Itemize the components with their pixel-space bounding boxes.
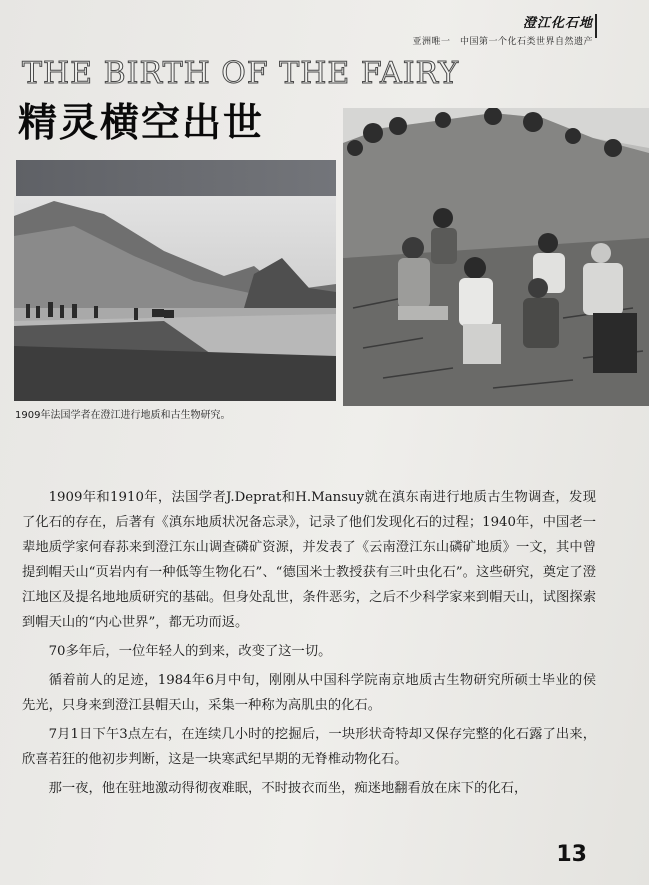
page-number: 13 [556, 842, 587, 867]
english-title: THE BIRTH OF THE FAIRY [22, 56, 460, 91]
header-divider [595, 14, 597, 38]
lake-scene-illustration [14, 196, 336, 401]
paragraph: 循着前人的足迹，1984年6月中旬，刚刚从中国科学院南京地质古生物研究所硕士毕业的侯先光，只身来到澄江县帽天山，采集一种称为高肌虫的化石。 [22, 673, 596, 713]
paragraph: 1909年和1910年，法国学者J.Deprat和H.Mansuy就在滇东南进行地质古生物调查，发现了化石的存在，后著有《滇东地质状况备忘录》，记录了他们发现化石的过程；1940年，中国老一辈地质学家何春荪来到澄江东山调查磷矿资源，并发表了《云南澄江东山磷矿地质》一文，其中曾提到帽天山“页岩内有一种低等生物化石”、“德国米士教授获有三叶虫化石”。这些研究，奠定了澄江地区及提名地地质研究的基础。但身处乱世，条件恶劣，之后不少科学家来到帽天山，试图探索到帽天山的“内心世界”，都无功而返。 [22, 490, 596, 630]
chinese-title: 精灵横空出世 [18, 101, 265, 146]
historic-lake-photo [14, 196, 336, 401]
paragraph: 那一夜，他在驻地激动得彻夜难眠，不时披衣而坐，痴迷地翻看放在床下的化石， [48, 781, 528, 796]
paragraph: 70多年后，一位年轻人的到来，改变了这一切。 [48, 644, 332, 659]
article-body [22, 485, 596, 805]
header-subtitle: 亚洲唯一 中国第一个化石类世界自然遗产 [412, 37, 593, 47]
photo-caption: 1909年法国学者在澄江进行地质和古生物研究。 [15, 410, 231, 421]
header-brand: 澄江化石地 [522, 16, 593, 31]
running-header [412, 12, 593, 47]
hillside-group-illustration [343, 108, 649, 406]
decorative-band [16, 160, 336, 198]
researchers-group-photo [343, 108, 649, 406]
paragraph: 7月1日下午3点左右，在连续几小时的挖掘后，一块形状奇特却又保存完整的化石露了出来，欣喜若狂的他初步判断，这是一块寒武纪早期的无脊椎动物化石。 [22, 727, 596, 767]
